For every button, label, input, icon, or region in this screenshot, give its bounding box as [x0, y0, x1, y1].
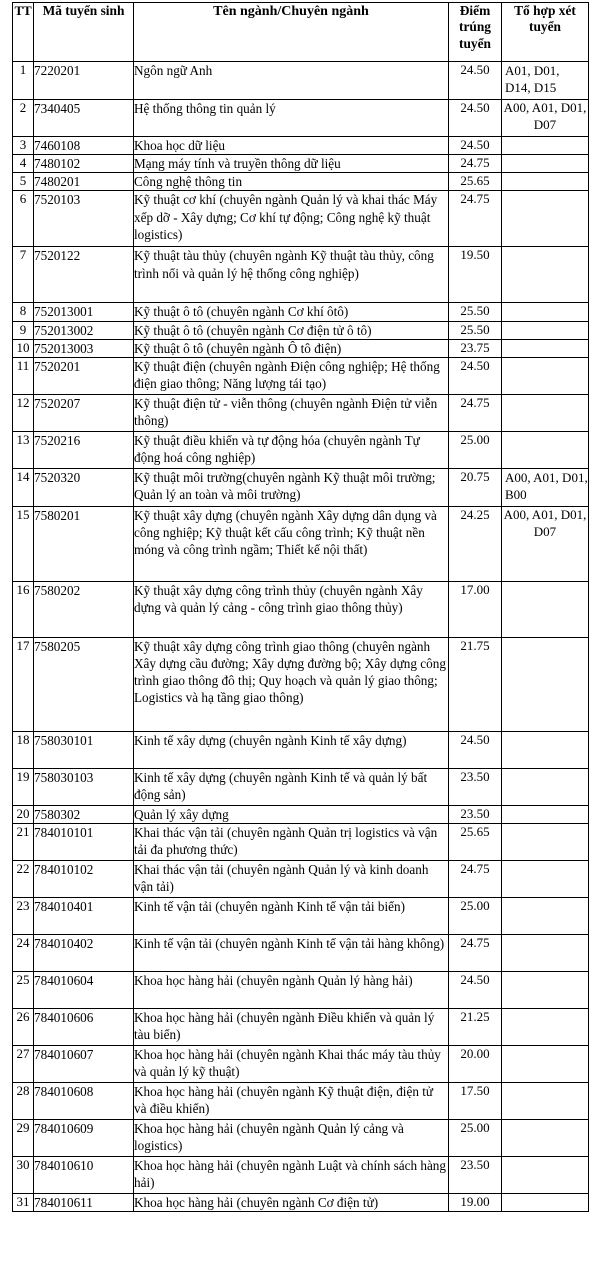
cell-major-name: Kỹ thuật điện (chuyên ngành Điện công nghiệp; Hệ thống điện giao thông; Năng lượng tái tạo)	[134, 357, 449, 394]
table-row	[13, 768, 589, 805]
column-header-code: Mã tuyển sinh	[34, 3, 134, 62]
cell-benchmark-score: 24.75	[449, 394, 502, 431]
table-row	[13, 1194, 589, 1212]
cell-subject-combination	[502, 321, 589, 339]
cell-major-name: Khoa học hàng hải (chuyên ngành Cơ điện tử)	[134, 1194, 449, 1212]
cell-admission-code: 784010611	[34, 1194, 134, 1212]
cell-admission-code: 7520122	[34, 247, 134, 303]
table-row	[13, 731, 589, 768]
cell-subject-combination	[502, 1009, 589, 1046]
cell-admission-code: 7480102	[34, 155, 134, 173]
cell-index: 1	[13, 62, 34, 100]
cell-index: 2	[13, 100, 34, 137]
cell-index: 23	[13, 898, 34, 935]
cell-subject-combination	[502, 1120, 589, 1157]
cell-index: 9	[13, 321, 34, 339]
cell-benchmark-score: 23.75	[449, 339, 502, 357]
cell-subject-combination: A00, A01, D01, B00	[502, 468, 589, 506]
cell-benchmark-score: 25.50	[449, 321, 502, 339]
cell-subject-combination	[502, 861, 589, 898]
cell-admission-code: 784010604	[34, 972, 134, 1009]
cell-major-name: Hệ thống thông tin quản lý	[134, 100, 449, 137]
cell-major-name: Khoa học hàng hải (chuyên ngành Khai thác máy tàu thủy và quản lý kỹ thuật)	[134, 1046, 449, 1083]
table-row	[13, 339, 589, 357]
cell-benchmark-score: 19.50	[449, 247, 502, 303]
cell-index: 28	[13, 1083, 34, 1120]
cell-major-name: Ngôn ngữ Anh	[134, 62, 449, 100]
cell-admission-code: 752013003	[34, 339, 134, 357]
table-row	[13, 1157, 589, 1194]
cell-major-name: Kỹ thuật tàu thủy (chuyên ngành Kỹ thuật tàu thủy, công trình nổi và quản lý hệ thống công nghiệp)	[134, 247, 449, 303]
cell-index: 30	[13, 1157, 34, 1194]
table-row	[13, 898, 589, 935]
cell-major-name: Kinh tế vận tải (chuyên ngành Kinh tế vận tải biển)	[134, 898, 449, 935]
table-row	[13, 637, 589, 731]
cell-subject-combination	[502, 1083, 589, 1120]
cell-benchmark-score: 25.65	[449, 173, 502, 191]
cell-index: 26	[13, 1009, 34, 1046]
column-header-combo: Tổ hợp xét tuyển	[502, 3, 589, 62]
cell-major-name: Khoa học hàng hải (chuyên ngành Luật và chính sách hàng hải)	[134, 1157, 449, 1194]
cell-index: 8	[13, 303, 34, 321]
table-row	[13, 173, 589, 191]
cell-subject-combination	[502, 637, 589, 731]
cell-index: 24	[13, 935, 34, 972]
cell-index: 6	[13, 191, 34, 247]
cell-index: 3	[13, 137, 34, 155]
cell-admission-code: 784010402	[34, 935, 134, 972]
cell-major-name: Khoa học hàng hải (chuyên ngành Quản lý hàng hải)	[134, 972, 449, 1009]
table-row	[13, 303, 589, 321]
cell-benchmark-score: 25.50	[449, 303, 502, 321]
table-row	[13, 394, 589, 431]
table-header	[13, 3, 589, 62]
table-row	[13, 506, 589, 581]
cell-benchmark-score: 25.00	[449, 898, 502, 935]
cell-benchmark-score: 24.50	[449, 137, 502, 155]
table-row	[13, 468, 589, 506]
cell-major-name: Kỹ thuật ô tô (chuyên ngành Cơ điện tử ô tô)	[134, 321, 449, 339]
cell-subject-combination	[502, 805, 589, 823]
cell-index: 13	[13, 431, 34, 468]
cell-admission-code: 7520201	[34, 357, 134, 394]
cell-benchmark-score: 21.75	[449, 637, 502, 731]
cell-major-name: Khoa học hàng hải (chuyên ngành Kỹ thuật điện, điện tử và điều khiển)	[134, 1083, 449, 1120]
table-row	[13, 581, 589, 637]
cell-major-name: Khoa học hàng hải (chuyên ngành Điều khiển và quản lý tàu biển)	[134, 1009, 449, 1046]
cell-index: 16	[13, 581, 34, 637]
admission-score-table	[12, 2, 589, 1212]
cell-major-name: Kỹ thuật xây dựng công trình thủy (chuyên ngành Xây dựng và quản lý cảng - công trình giao thông thủy)	[134, 581, 449, 637]
cell-index: 12	[13, 394, 34, 431]
cell-index: 31	[13, 1194, 34, 1212]
cell-index: 17	[13, 637, 34, 731]
table-row	[13, 824, 589, 861]
cell-subject-combination	[502, 1157, 589, 1194]
cell-subject-combination	[502, 935, 589, 972]
cell-major-name: Công nghệ thông tin	[134, 173, 449, 191]
table-row	[13, 431, 589, 468]
cell-admission-code: 7220201	[34, 62, 134, 100]
cell-admission-code: 784010608	[34, 1083, 134, 1120]
cell-benchmark-score: 17.50	[449, 1083, 502, 1120]
cell-benchmark-score: 24.50	[449, 972, 502, 1009]
cell-major-name: Kỹ thuật xây dựng công trình giao thông (chuyên ngành Xây dựng cầu đường; Xây dựng đường bộ; Xây dựng công trình giao thông đô thị; Quy hoạch và quản lý giao thông; Logistics và hạ tầng giao thông)	[134, 637, 449, 731]
cell-index: 7	[13, 247, 34, 303]
cell-admission-code: 784010610	[34, 1157, 134, 1194]
cell-index: 27	[13, 1046, 34, 1083]
column-header-tt: TT	[13, 3, 34, 62]
table-row	[13, 321, 589, 339]
table-row	[13, 1046, 589, 1083]
cell-major-name: Kỹ thuật điều khiển và tự động hóa (chuyên ngành Tự động hoá công nghiệp)	[134, 431, 449, 468]
cell-admission-code: 784010102	[34, 861, 134, 898]
cell-benchmark-score: 25.00	[449, 1120, 502, 1157]
cell-subject-combination	[502, 155, 589, 173]
cell-benchmark-score: 24.50	[449, 357, 502, 394]
cell-benchmark-score: 20.75	[449, 468, 502, 506]
column-header-score: Điểm trúng tuyển	[449, 3, 502, 62]
cell-admission-code: 784010401	[34, 898, 134, 935]
cell-subject-combination	[502, 824, 589, 861]
cell-admission-code: 7580202	[34, 581, 134, 637]
cell-subject-combination	[502, 768, 589, 805]
cell-benchmark-score: 23.50	[449, 1157, 502, 1194]
table-row	[13, 100, 589, 137]
cell-major-name: Khai thác vận tải (chuyên ngành Quản lý và kinh doanh vận tải)	[134, 861, 449, 898]
cell-major-name: Kỹ thuật ô tô (chuyên ngành Ô tô điện)	[134, 339, 449, 357]
table-row	[13, 861, 589, 898]
cell-benchmark-score: 23.50	[449, 805, 502, 823]
cell-major-name: Kỹ thuật điện tử - viễn thông (chuyên ngành Điện tử viễn thông)	[134, 394, 449, 431]
cell-benchmark-score: 24.50	[449, 62, 502, 100]
cell-subject-combination	[502, 247, 589, 303]
cell-subject-combination	[502, 191, 589, 247]
cell-major-name: Khoa học hàng hải (chuyên ngành Quản lý cảng và logistics)	[134, 1120, 449, 1157]
table-row	[13, 357, 589, 394]
cell-index: 11	[13, 357, 34, 394]
table-row	[13, 805, 589, 823]
cell-admission-code: 7520103	[34, 191, 134, 247]
column-header-name: Tên ngành/Chuyên ngành	[134, 3, 449, 62]
cell-subject-combination	[502, 357, 589, 394]
table-row	[13, 247, 589, 303]
cell-subject-combination	[502, 1194, 589, 1212]
cell-benchmark-score: 21.25	[449, 1009, 502, 1046]
cell-index: 10	[13, 339, 34, 357]
cell-admission-code: 7520207	[34, 394, 134, 431]
cell-admission-code: 784010609	[34, 1120, 134, 1157]
cell-subject-combination	[502, 339, 589, 357]
cell-subject-combination	[502, 898, 589, 935]
cell-subject-combination	[502, 303, 589, 321]
cell-major-name: Kỹ thuật môi trường(chuyên ngành Kỹ thuật môi trường; Quản lý an toàn và môi trường)	[134, 468, 449, 506]
cell-major-name: Quản lý xây dựng	[134, 805, 449, 823]
cell-major-name: Kinh tế xây dựng (chuyên ngành Kinh tế xây dựng)	[134, 731, 449, 768]
cell-benchmark-score: 24.25	[449, 506, 502, 581]
table-row	[13, 62, 589, 100]
cell-admission-code: 7580201	[34, 506, 134, 581]
cell-admission-code: 758030103	[34, 768, 134, 805]
table-row	[13, 155, 589, 173]
cell-index: 14	[13, 468, 34, 506]
cell-admission-code: 7460108	[34, 137, 134, 155]
cell-subject-combination	[502, 431, 589, 468]
cell-admission-code: 7580205	[34, 637, 134, 731]
cell-subject-combination	[502, 173, 589, 191]
cell-index: 21	[13, 824, 34, 861]
table-row	[13, 1009, 589, 1046]
cell-admission-code: 7520216	[34, 431, 134, 468]
cell-subject-combination	[502, 731, 589, 768]
cell-index: 15	[13, 506, 34, 581]
cell-benchmark-score: 25.00	[449, 431, 502, 468]
cell-admission-code: 784010606	[34, 1009, 134, 1046]
cell-benchmark-score: 24.50	[449, 100, 502, 137]
cell-index: 25	[13, 972, 34, 1009]
cell-benchmark-score: 20.00	[449, 1046, 502, 1083]
cell-admission-code: 784010607	[34, 1046, 134, 1083]
cell-subject-combination	[502, 137, 589, 155]
table-row	[13, 191, 589, 247]
cell-major-name: Kinh tế vận tải (chuyên ngành Kinh tế vận tải hàng không)	[134, 935, 449, 972]
cell-index: 19	[13, 768, 34, 805]
cell-admission-code: 758030101	[34, 731, 134, 768]
cell-major-name: Khoa học dữ liệu	[134, 137, 449, 155]
cell-subject-combination: A00, A01, D01, D07	[502, 100, 589, 137]
table-row	[13, 1120, 589, 1157]
table-row	[13, 1083, 589, 1120]
table-body	[13, 62, 589, 1212]
cell-index: 5	[13, 173, 34, 191]
cell-index: 18	[13, 731, 34, 768]
cell-benchmark-score: 24.75	[449, 861, 502, 898]
cell-subject-combination	[502, 394, 589, 431]
cell-admission-code: 7480201	[34, 173, 134, 191]
cell-benchmark-score: 23.50	[449, 768, 502, 805]
cell-subject-combination	[502, 972, 589, 1009]
cell-admission-code: 7520320	[34, 468, 134, 506]
cell-index: 20	[13, 805, 34, 823]
cell-subject-combination: A01, D01, D14, D15	[502, 62, 589, 100]
cell-index: 29	[13, 1120, 34, 1157]
cell-subject-combination: A00, A01, D01, D07	[502, 506, 589, 581]
cell-subject-combination	[502, 1046, 589, 1083]
cell-benchmark-score: 17.00	[449, 581, 502, 637]
cell-benchmark-score: 24.50	[449, 731, 502, 768]
cell-benchmark-score: 24.75	[449, 191, 502, 247]
cell-benchmark-score: 25.65	[449, 824, 502, 861]
cell-benchmark-score: 19.00	[449, 1194, 502, 1212]
table-row	[13, 972, 589, 1009]
table-row	[13, 137, 589, 155]
cell-benchmark-score: 24.75	[449, 935, 502, 972]
cell-index: 22	[13, 861, 34, 898]
cell-major-name: Kỹ thuật xây dựng (chuyên ngành Xây dựng dân dụng và công nghiệp; Kỹ thuật kết cấu công trình; Kỹ thuật nền móng và công trình ngầm; Thiết kế nội thất)	[134, 506, 449, 581]
cell-major-name: Kinh tế xây dựng (chuyên ngành Kinh tế và quản lý bất động sản)	[134, 768, 449, 805]
cell-major-name: Kỹ thuật cơ khí (chuyên ngành Quản lý và khai thác Máy xếp dỡ - Xây dựng; Cơ khí tự động; Công nghệ kỹ thuật logistics)	[134, 191, 449, 247]
table-row	[13, 935, 589, 972]
cell-admission-code: 7580302	[34, 805, 134, 823]
cell-index: 4	[13, 155, 34, 173]
cell-major-name: Kỹ thuật ô tô (chuyên ngành Cơ khí ôtô)	[134, 303, 449, 321]
cell-admission-code: 752013002	[34, 321, 134, 339]
cell-admission-code: 752013001	[34, 303, 134, 321]
cell-benchmark-score: 24.75	[449, 155, 502, 173]
cell-major-name: Mạng máy tính và truyền thông dữ liệu	[134, 155, 449, 173]
cell-admission-code: 784010101	[34, 824, 134, 861]
cell-subject-combination	[502, 581, 589, 637]
cell-major-name: Khai thác vận tải (chuyên ngành Quản trị logistics và vận tải đa phương thức)	[134, 824, 449, 861]
cell-admission-code: 7340405	[34, 100, 134, 137]
header-row	[13, 3, 589, 62]
